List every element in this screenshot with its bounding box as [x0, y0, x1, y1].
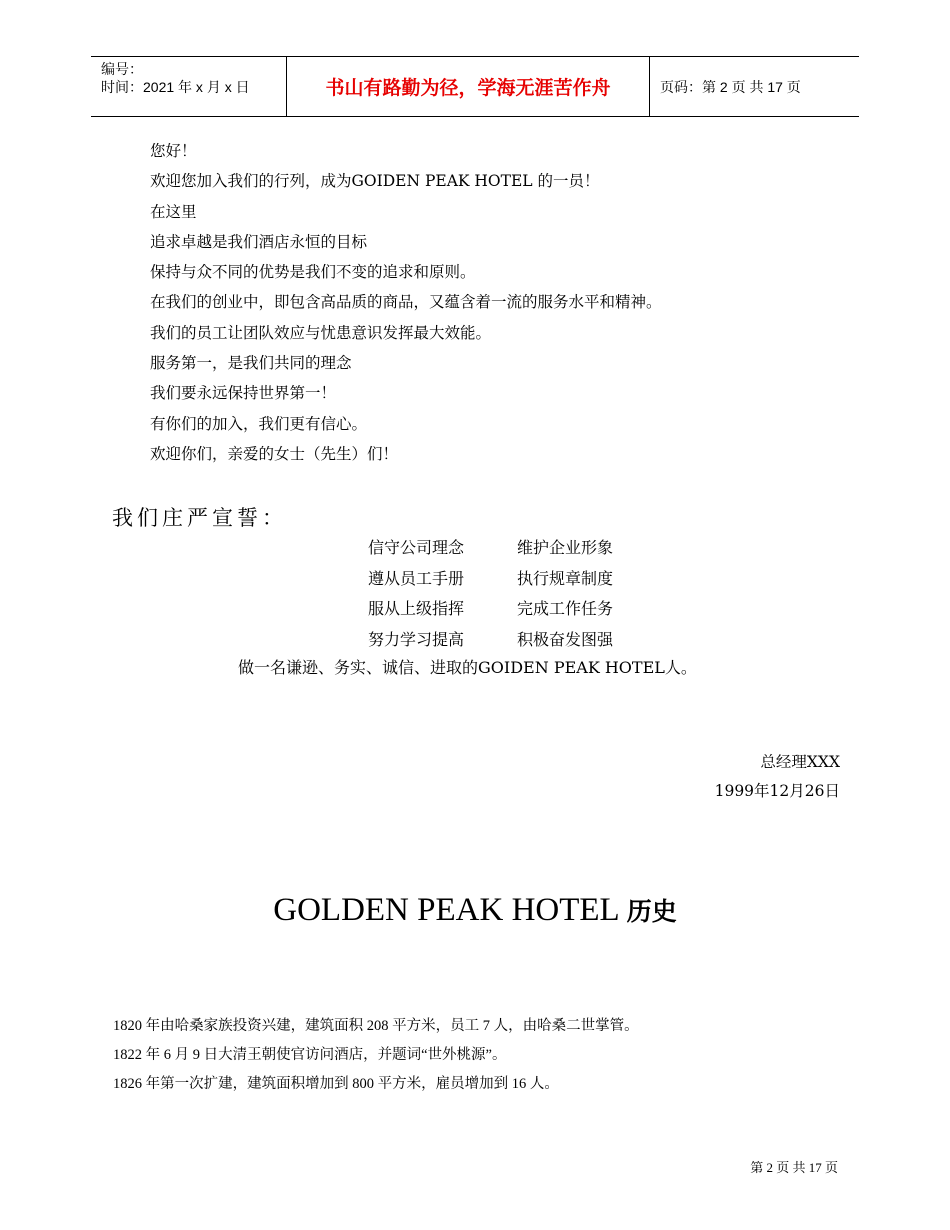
header-page-label: 页码：第 2 页 共 17 页 [660, 78, 801, 95]
page-header [91, 56, 859, 117]
signature-date: 1999年12月26日 [714, 782, 840, 800]
welcome-line: 我们要永远保持世界第一！ [150, 384, 337, 403]
oath-title: 我们庄严宣誓： [112, 506, 287, 530]
time-label: 时间：2021 年 x 月 x 日 [101, 79, 250, 95]
signature-name: 总经理XXX [760, 753, 840, 771]
oath-row [368, 564, 613, 595]
welcome-line: 您好！ [150, 142, 197, 160]
welcome-line: 我们的员工让团队效应与忧患意识发挥最大效能。 [150, 323, 492, 342]
header-left-cell [91, 57, 286, 116]
oath-row [368, 625, 613, 656]
oath-item: 积极奋发图强 [517, 629, 614, 649]
history-entry: 1820 年由哈桑家族投资兴建，建筑面积 208 平方米，员工 7 人，由哈桑二世掌管。 [113, 1018, 639, 1034]
oath-item: 维护企业形象 [517, 538, 614, 557]
oath-item: 遵从员工手册 [368, 568, 465, 588]
oath-item: 执行规章制度 [517, 568, 614, 588]
oath-list [368, 533, 613, 655]
welcome-line: 在这里 [150, 202, 197, 221]
oath-item: 信守公司理念 [368, 538, 465, 557]
history-title [0, 892, 950, 929]
welcome-line: 追求卓越是我们酒店永恒的目标 [150, 232, 368, 251]
history-entry: 1826 年第一次扩建，建筑面积增加到 800 平方米，雇员增加到 16 人。 [113, 1076, 559, 1092]
oath-final-line: 做一名谦逊、务实、诚信、进取的GOIDEN PEAK HOTEL人。 [238, 658, 697, 677]
header-motto: 书山有路勤为径，学海无涯苦作舟 [286, 57, 650, 116]
history-entry: 1822 年 6 月 9 日大清王朝使官访问酒店，并题词“世外桃源”。 [113, 1047, 507, 1063]
number-label: 编号： [101, 61, 143, 77]
welcome-line: 服务第一，是我们共同的理念 [150, 354, 352, 373]
welcome-line: 欢迎您加入我们的行列，成为GOIDEN PEAK HOTEL 的一员！ [150, 172, 600, 191]
history-title-en: GOLDEN PEAK HOTEL [273, 892, 619, 928]
welcome-line: 有你们的加入，我们更有信心。 [150, 414, 368, 433]
history-list [113, 1012, 639, 1099]
oath-row [368, 533, 613, 564]
welcome-letter [150, 136, 662, 469]
welcome-line: 欢迎你们，亲爱的女士（先生）们！ [150, 444, 399, 463]
history-title-cn: 历史 [626, 897, 677, 926]
oath-item: 完成工作任务 [517, 599, 614, 618]
oath-item: 努力学习提高 [368, 629, 465, 649]
page-footer: 第 2 页 共 17 页 [750, 1160, 838, 1175]
oath-item: 服从上级指挥 [368, 599, 465, 618]
welcome-line: 保持与众不同的优势是我们不变的追求和原则。 [150, 263, 476, 282]
welcome-line: 在我们的创业中，即包含高品质的商品，又蕴含着一流的服务水平和精神。 [150, 293, 662, 312]
signature-block [715, 748, 840, 806]
oath-row [368, 594, 613, 625]
